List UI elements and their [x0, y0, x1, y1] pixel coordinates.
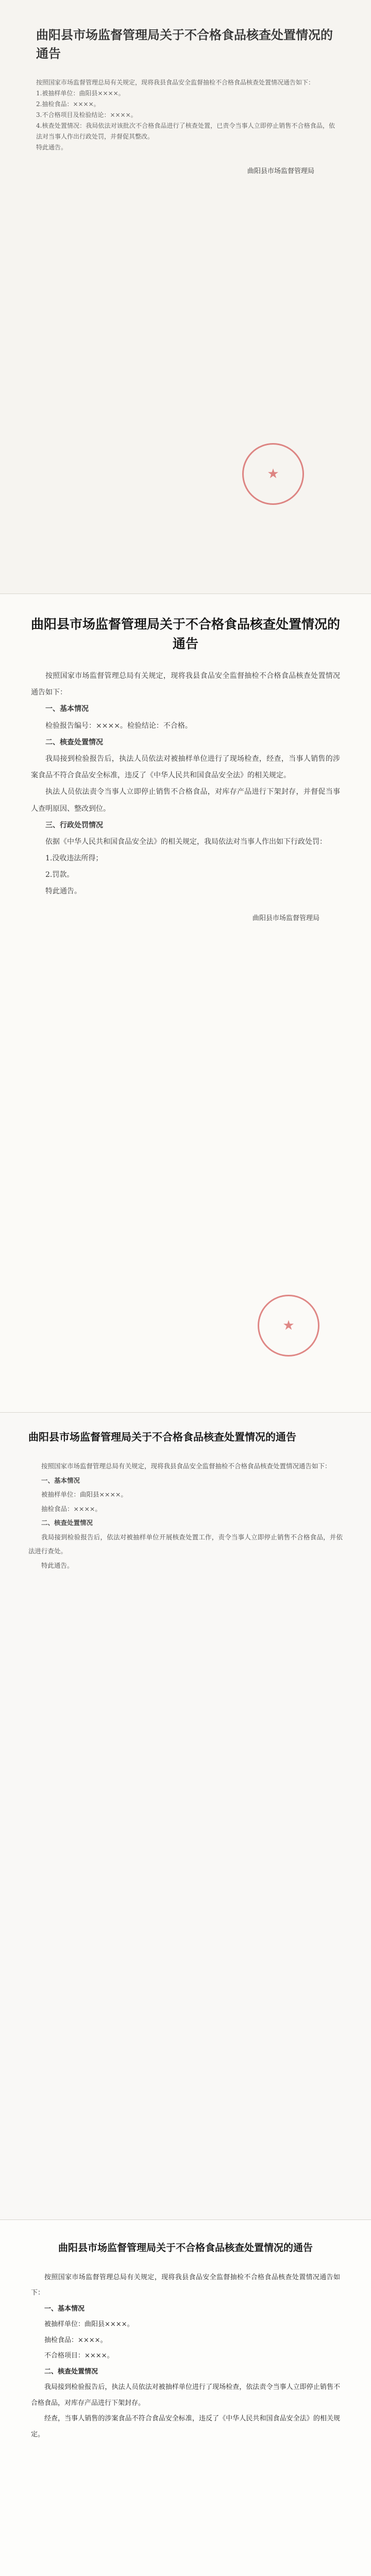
notice-paragraph: 不合格项目：××××。: [44, 2352, 114, 2360]
notice-title: 曲阳县市场监督管理局关于不合格食品核查处置情况的通告: [31, 617, 341, 651]
notice-paragraph: 1.没收违法所得；: [45, 854, 103, 863]
notice-page-4: [0, 2220, 371, 2576]
notice-paragraph: 特此通告。: [41, 1561, 74, 1569]
sign-org: 曲阳县市场监督管理局: [252, 914, 319, 922]
notice-page-2: [0, 594, 371, 1412]
notice-paragraph: 按照国家市场监督管理总局有关规定，现将我县食品安全监督抽检不合格食品核查处置情况通告如下：: [31, 672, 340, 697]
notice-paragraph: 我局接到检验报告后，执法人员依法对被抽样单位进行了现场检查，依法责令当事人立即停止销售不合格食品，对库存产品进行下架封存。: [31, 2383, 340, 2407]
notice-signature: [31, 911, 319, 925]
notice-title: 曲阳县市场监督管理局关于不合格食品核查处置情况的通告: [58, 2242, 313, 2253]
notice-section-heading: 二、核查处置情况: [44, 2367, 98, 2376]
notice-paragraph: 依据《中华人民共和国食品安全法》的相关规定，我局依法对当事人作出如下行政处罚：: [45, 837, 327, 846]
notice-paragraph: 按照国家市场监督管理总局有关规定，现将我县食品安全监督抽检不合格食品核查处置情况通告如下：: [31, 2273, 340, 2297]
official-seal-icon: [242, 443, 304, 505]
notice-paragraph: 执法人员依法责令当事人立即停止销售不合格食品，对库存产品进行下架封存，并督促当事人查明原因、整改到位。: [31, 788, 340, 813]
notice-page-3: [0, 1413, 371, 2219]
notice-paragraph: 按照国家市场监督管理总局有关规定，现将我县食品安全监督抽检不合格食品核查处置情况通告如下：: [36, 79, 315, 86]
notice-section-heading: 一、基本情况: [41, 1476, 80, 1484]
notice-section-heading: 二、核查处置情况: [45, 738, 103, 747]
notice-signature: [36, 164, 314, 178]
official-seal-icon: [258, 1295, 319, 1357]
notice-section-heading: 三、行政处罚情况: [45, 821, 103, 829]
notice-section-heading: 二、核查处置情况: [41, 1519, 93, 1527]
notice-paragraph: 按照国家市场监督管理总局有关规定，现将我县食品安全监督抽检不合格食品核查处置情况通告如下：: [41, 1462, 331, 1470]
notice-paragraph: 1.被抽样单位：曲阳县××××。: [36, 90, 125, 97]
notice-title: 曲阳县市场监督管理局关于不合格食品核查处置情况的通告: [36, 27, 333, 61]
notice-paragraph: 3.不合格项目及检验结论：××××。: [36, 111, 137, 118]
notice-paragraph: 2.罚款。: [45, 871, 74, 879]
notice-paragraph: 被抽样单位：曲阳县××××。: [44, 2320, 134, 2329]
notice-paragraph: 特此通告。: [36, 144, 68, 151]
notice-paragraph: 特此通告。: [45, 887, 81, 896]
notice-paragraph: 检验报告编号：××××。检验结论：不合格。: [45, 721, 192, 730]
notice-paragraph: 我局接到检验报告后，执法人员依法对被抽样单位进行了现场检查，经查，当事人销售的涉案食品不符合食品安全标准，违反了《中华人民共和国食品安全法》的相关规定。: [31, 754, 340, 780]
notice-paragraph: 抽检食品：××××。: [41, 1504, 102, 1513]
notice-page-1: [0, 0, 371, 594]
sign-org: 曲阳县市场监督管理局: [247, 167, 314, 175]
notice-paragraph: 抽检食品：××××。: [44, 2336, 107, 2344]
notice-section-heading: 一、基本情况: [45, 705, 89, 714]
notice-paragraph: 4.核查处置情况：我局依法对该批次不合格食品进行了核查处置，已责令当事人立即停止销售不合格食品，依法对当事人作出行政处罚，并督促其整改。: [36, 122, 335, 140]
notice-section-heading: 一、基本情况: [44, 2304, 85, 2313]
notice-title: 曲阳县市场监督管理局关于不合格食品核查处置情况的通告: [28, 1431, 296, 1443]
notice-paragraph: 经查，当事人销售的涉案食品不符合食品安全标准，违反了《中华人民共和国食品安全法》的相关规定。: [31, 2415, 340, 2438]
notice-paragraph: 被抽样单位：曲阳县××××。: [41, 1490, 127, 1498]
notice-paragraph: 我局接到检验报告后，依法对被抽样单位开展核查处置工作，责令当事人立即停止销售不合格食品，并依法进行查处。: [28, 1533, 343, 1555]
notice-paragraph: 2.抽检食品：××××。: [36, 100, 100, 108]
